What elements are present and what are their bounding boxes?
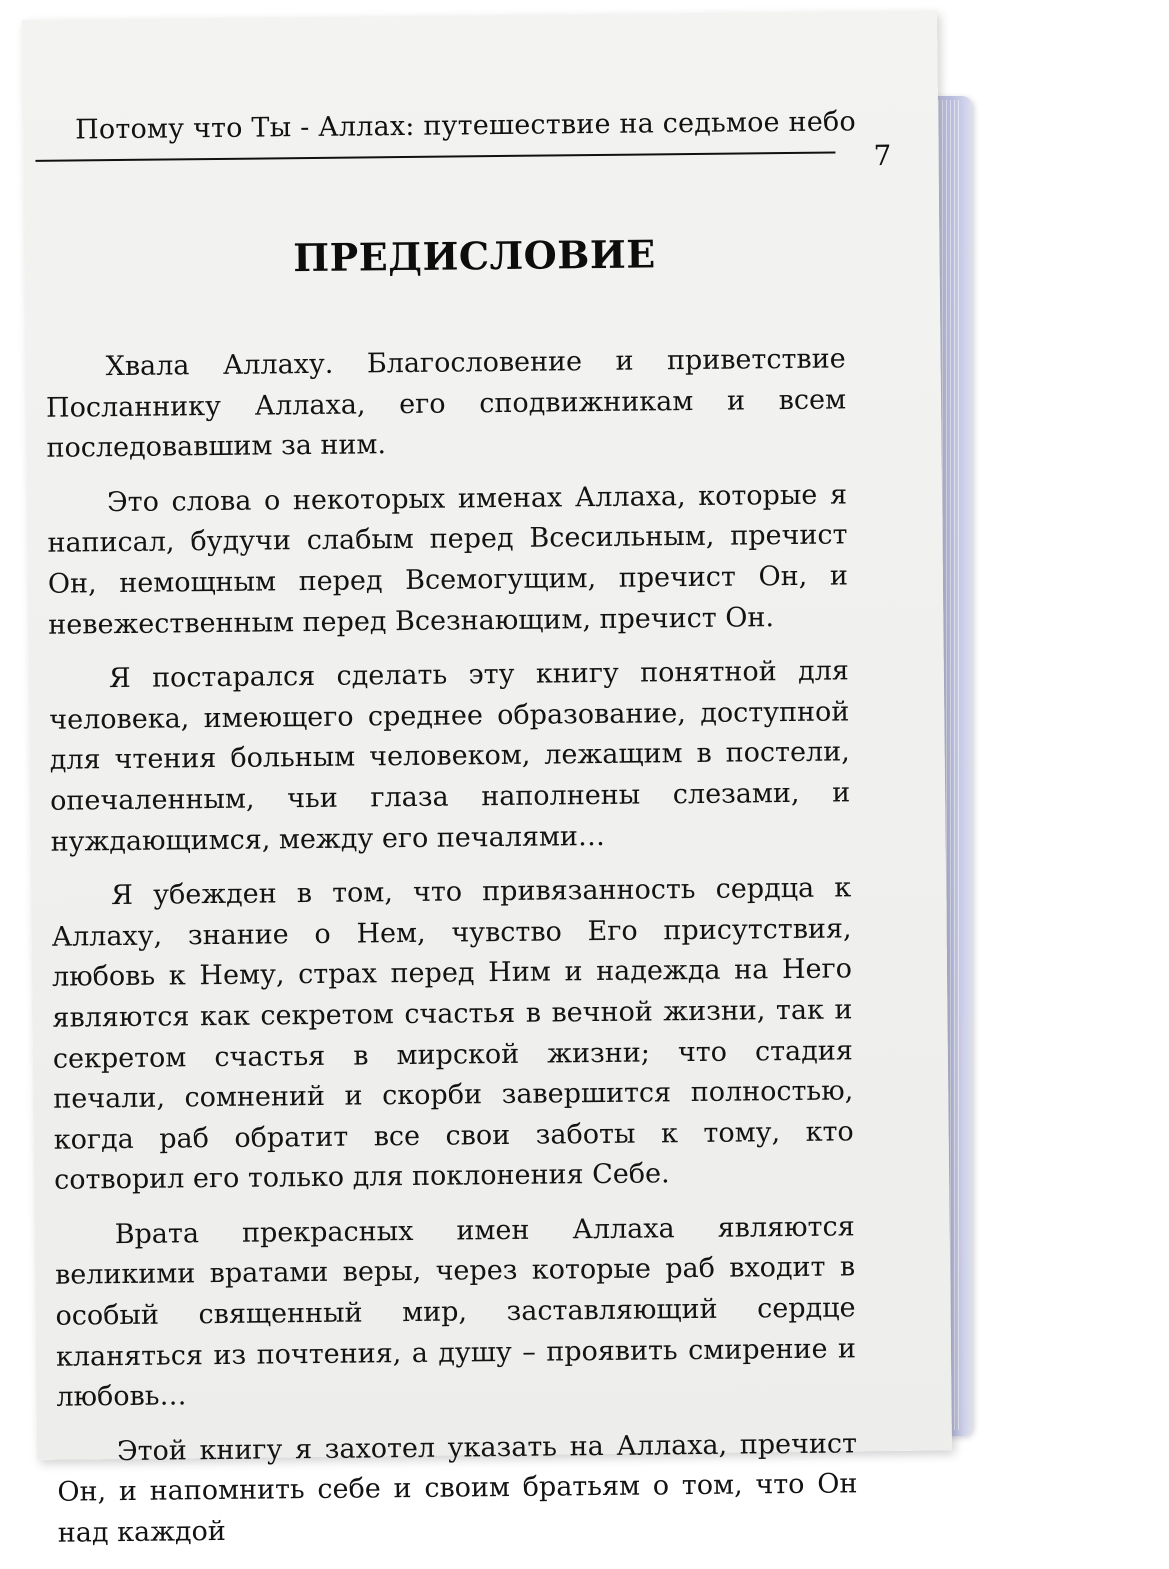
paragraph: Врата прекрасных имен Аллаха являются великими вратами веры, через которые раб входит в особый священный мир, заставляющий сердце кланяться из почтения, а душу – проявить смирение и любовь… <box>54 1211 857 1413</box>
paragraph: Этой книгу я захотел указать на Аллаха, пречист Он, и напомнить себе и своим братьям о том, что Он над каждой <box>57 1428 858 1549</box>
paragraph: Это слова о некоторых именах Аллаха, которые я написал, будучи слабым перед Всесильным, пречист Он, немощным перед Всемогущим, пречист Он, и невежественным перед Всезнающим, пречист Он. <box>47 479 849 641</box>
chapter-title: ПРЕДИСЛОВИЕ <box>292 231 657 281</box>
paragraph: Я постарался сделать эту книгу понятной для человека, имеющего среднее образование, доступной для чтения больным человеком, лежащим в постели, опечаленным, чьи глаза наполнены слезами, и нуждающимся, между его печалями… <box>49 655 851 858</box>
page-number: 7 <box>873 138 892 173</box>
book-page <box>22 10 952 1549</box>
paragraph: Хвала Аллаху. Благословение и приветствие Посланнику Аллаха, его сподвижникам и всем последовавшим за ним. <box>45 343 847 464</box>
header-rule <box>35 151 835 161</box>
paragraph: Я убежден в том, что привязанность сердца к Аллаху, знание о Нем, чувство Его присутствия, любовь к Нему, страх перед Ним и надежда на Него являются как секретом счастья в вечной жизни, так и секретом счастья в мирской жизни; что стадия печали, сомнений и скорби завершится полностью, когда раб обратит все свои заботы к тому, кто сотворил его только для поклонения Себе. <box>51 872 854 1197</box>
body-text <box>45 339 858 1568</box>
running-title: Потому что Ты - Аллах: путешествие на седьмое небо <box>74 106 857 146</box>
